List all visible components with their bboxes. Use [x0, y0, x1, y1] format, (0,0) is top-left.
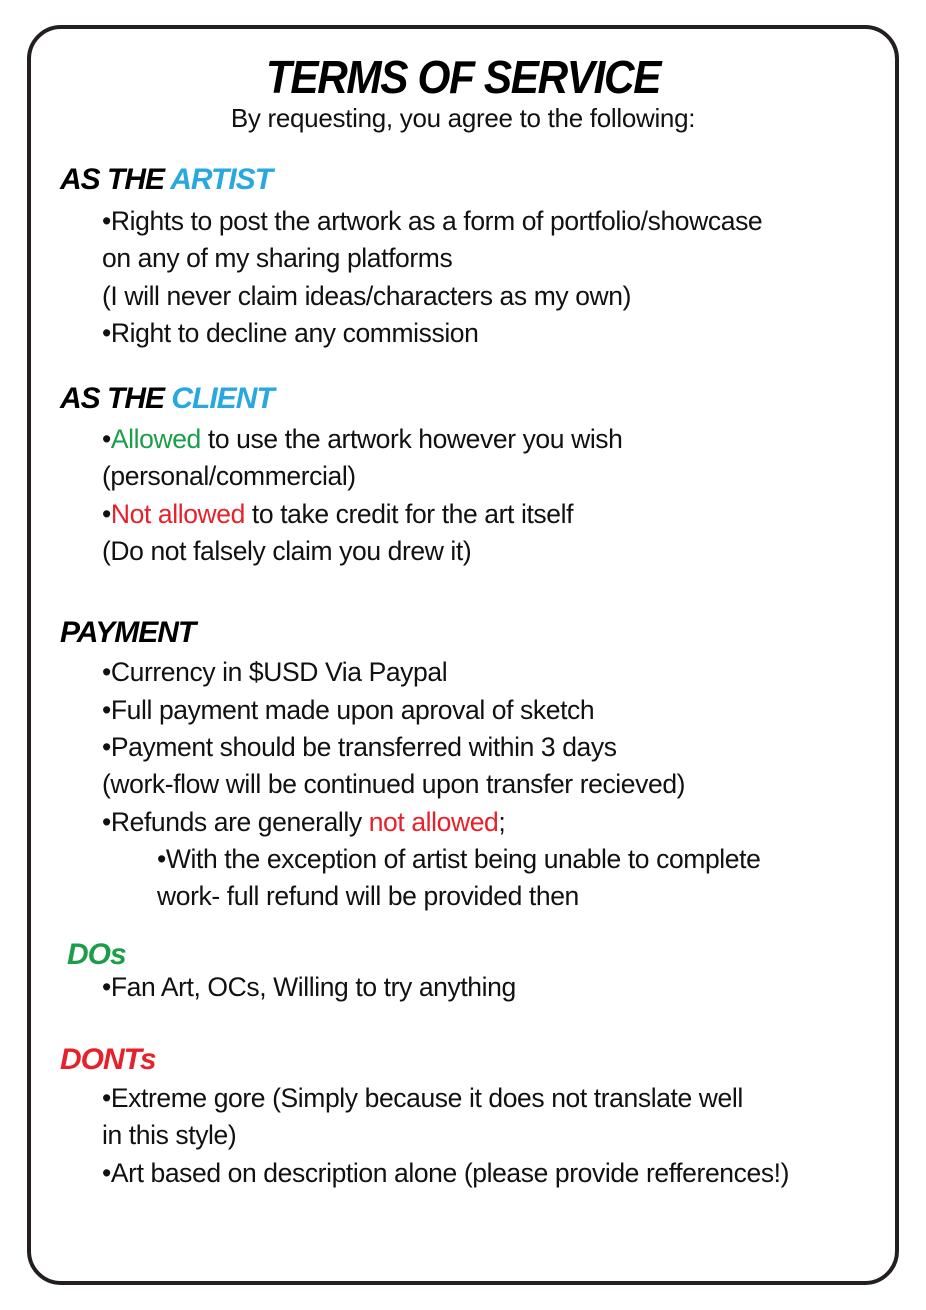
client-line: (Do not falsely claim you drew it) [102, 536, 472, 566]
payment-line: •Currency in $USD Via Paypal [102, 657, 448, 687]
heading-prefix: AS THE [60, 163, 171, 196]
artist-line: •Rights to post the artwork as a form of portfolio/showcase [102, 206, 763, 236]
refund-suffix: ; [498, 807, 506, 837]
payment-refund-line [102, 807, 505, 838]
payment-line: (work-flow will be continued upon transfer recieved) [102, 769, 686, 799]
page-title: TERMS OF SERVICE [265, 51, 661, 103]
artist-line: on any of my sharing platforms [102, 243, 453, 273]
page-subtitle: By requesting, you agree to the following: [230, 103, 696, 133]
client-line-text: to use the artwork however you wish [200, 424, 623, 454]
payment-line: •Payment should be transferred within 3 days [102, 732, 617, 762]
heading-prefix: AS THE [60, 382, 172, 415]
section-heading-client [60, 382, 274, 416]
heading-accent: CLIENT [171, 382, 274, 415]
donts-line: in this style) [102, 1120, 237, 1150]
payment-sub-line: work- full refund will be provided then [157, 881, 579, 911]
bullet: • [102, 424, 111, 454]
client-line-text: to take credit for the art itself [244, 499, 574, 529]
client-line [102, 424, 623, 455]
allowed-label: Allowed [110, 424, 201, 454]
bullet: • [102, 499, 111, 529]
payment-sub-line: •With the exception of artist being unable to complete [157, 844, 761, 874]
section-heading-donts: DONTs [60, 1043, 156, 1076]
artist-note: (I will never claim ideas/characters as my own) [102, 281, 632, 311]
dos-line: •Fan Art, OCs, Willing to try anything [102, 972, 516, 1002]
section-heading-artist [60, 163, 272, 197]
client-line [102, 499, 573, 530]
donts-line: •Art based on description alone (please provide refferences!) [102, 1158, 790, 1188]
payment-line: •Full payment made upon aproval of sketch [102, 695, 595, 725]
heading-accent: ARTIST [170, 163, 273, 196]
not-allowed-label: not allowed [368, 807, 499, 837]
not-allowed-label: Not allowed [110, 499, 245, 529]
section-heading-payment: PAYMENT [60, 616, 196, 649]
artist-line: •Right to decline any commission [102, 318, 479, 348]
client-line: (personal/commercial) [102, 461, 356, 491]
refund-text: •Refunds are generally [102, 807, 369, 837]
section-heading-dos: DOs [67, 938, 126, 971]
donts-line: •Extreme gore (Simply because it does not translate well [102, 1083, 743, 1113]
